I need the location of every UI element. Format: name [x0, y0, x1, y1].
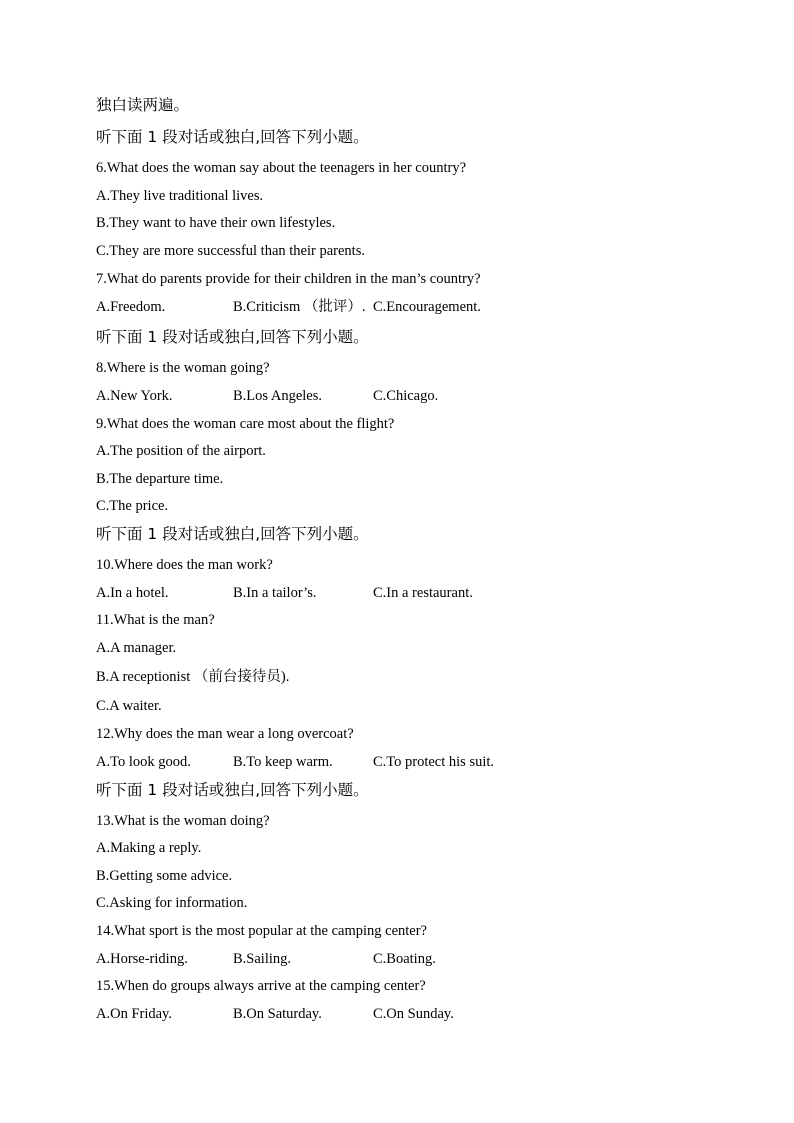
question-6-stem: 6.What does the woman say about the teenagers in her country? [96, 160, 467, 176]
question-11-option-c: C.A waiter. [96, 698, 162, 714]
section-instruction-3: 听下面 1 段对话或独白,回答下列小题。 [96, 525, 369, 543]
question-15-option-b: B.On Saturday. [233, 1006, 322, 1022]
question-14-option-b: B.Sailing. [233, 951, 292, 967]
question-9-stem: 9.What does the woman care most about the flight? [96, 416, 395, 432]
section-instruction-4: 听下面 1 段对话或独白,回答下列小题。 [96, 781, 369, 799]
section-instruction-2: 听下面 1 段对话或独白,回答下列小题。 [96, 328, 369, 346]
question-13-option-b: B.Getting some advice. [96, 868, 233, 884]
question-9-option-a: A.The position of the airport. [96, 443, 266, 459]
question-15-option-c: C.On Sunday. [373, 1006, 454, 1022]
question-10-option-a: A.In a hotel. [96, 585, 169, 601]
question-8-option-b: B.Los Angeles. [233, 388, 323, 404]
question-9-option-b: B.The departure time. [96, 471, 224, 487]
section-instruction: 听下面 1 段对话或独白,回答下列小题。 [96, 128, 369, 146]
question-15-stem: 15.When do groups always arrive at the camping center? [96, 978, 426, 994]
question-12-option-c: C.To protect his suit. [373, 754, 495, 770]
question-6-option-c: C.They are more successful than their parents. [96, 243, 365, 259]
question-11-option-a: A.A manager. [96, 640, 177, 656]
question-11-option-b: B.A receptionist （前台接待员). [96, 669, 290, 685]
question-13-option-a: A.Making a reply. [96, 840, 202, 856]
question-12-option-b: B.To keep warm. [233, 754, 333, 770]
question-6-option-a: A.They live traditional lives. [96, 188, 264, 204]
question-12-stem: 12.Why does the man wear a long overcoat? [96, 726, 354, 742]
question-8-stem: 8.Where is the woman going? [96, 360, 270, 376]
intro-line: 独白读两遍。 [96, 96, 190, 114]
question-11-stem: 11.What is the man? [96, 612, 215, 628]
question-7-option-c: C.Encouragement. [373, 299, 481, 315]
question-13-option-c: C.Asking for information. [96, 895, 248, 911]
question-10-option-b: B.In a tailor’s. [233, 585, 317, 601]
question-13-stem: 13.What is the woman doing? [96, 813, 270, 829]
question-10-stem: 10.Where does the man work? [96, 557, 273, 573]
question-14-stem: 14.What sport is the most popular at the camping center? [96, 923, 427, 939]
question-9-option-c: C.The price. [96, 498, 169, 514]
question-7-option-b: B.Criticism （批评）. [233, 299, 366, 315]
question-14-option-c: C.Boating. [373, 951, 436, 967]
question-14-option-a: A.Horse-riding. [96, 951, 188, 967]
question-8-option-a: A.New York. [96, 388, 173, 404]
question-6-option-b: B.They want to have their own lifestyles. [96, 215, 336, 231]
question-10-option-c: C.In a restaurant. [373, 585, 473, 601]
question-7-option-a: A.Freedom. [96, 299, 166, 315]
question-15-option-a: A.On Friday. [96, 1006, 172, 1022]
question-8-option-c: C.Chicago. [373, 388, 439, 404]
question-7-stem: 7.What do parents provide for their children in the man’s country? [96, 271, 481, 287]
question-12-option-a: A.To look good. [96, 754, 191, 770]
